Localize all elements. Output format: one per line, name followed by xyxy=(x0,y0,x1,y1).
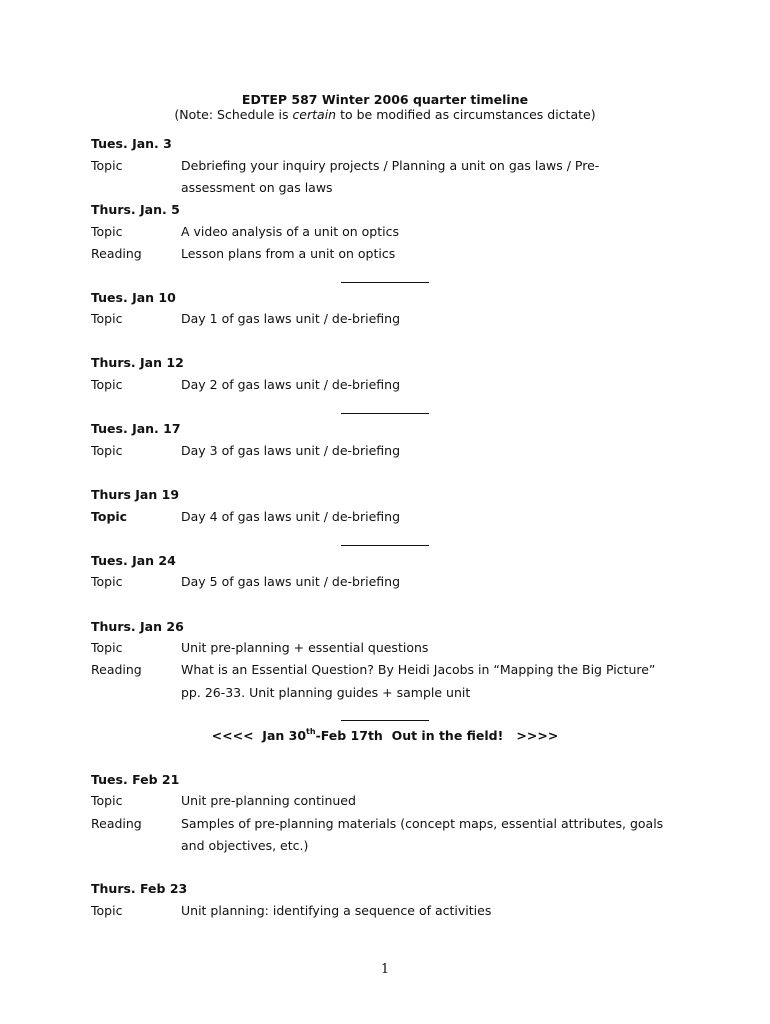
topic-text: Day 2 of gas laws unit / de-briefing xyxy=(181,377,401,392)
reading-label: Reading xyxy=(91,246,142,261)
reading-text-continued: and objectives, etc.) xyxy=(181,838,309,853)
topic-text: Day 1 of gas laws unit / de-briefing xyxy=(181,311,401,326)
reading-text: Samples of pre-planning materials (concept maps, essential attributes, goals xyxy=(181,816,664,831)
topic-text: Debriefing your inquiry projects / Planning a unit on gas laws / Pre- xyxy=(181,158,600,173)
topic-text: Unit pre-planning continued xyxy=(181,793,356,808)
session-date: Tues. Feb 21 xyxy=(91,772,180,787)
topic-label: Topic xyxy=(91,574,123,589)
reading-text: Lesson plans from a unit on optics xyxy=(181,246,396,261)
section-divider xyxy=(341,413,429,414)
topic-label: Topic xyxy=(91,158,123,173)
topic-text: Unit planning: identifying a sequence of activities xyxy=(181,903,492,918)
session-date: Tues. Jan 24 xyxy=(91,553,176,568)
page-number: 1 xyxy=(380,962,390,977)
field-experience-banner xyxy=(0,728,770,744)
topic-label: Topic xyxy=(91,640,123,655)
schedule-note-emphasis: certain xyxy=(292,107,337,122)
topic-text: Unit pre-planning + essential questions xyxy=(181,640,429,655)
topic-label: Topic xyxy=(91,509,128,524)
reading-label: Reading xyxy=(91,662,142,677)
topic-text-continued: assessment on gas laws xyxy=(181,180,333,195)
topic-label: Topic xyxy=(91,793,123,808)
topic-label: Topic xyxy=(91,903,123,918)
session-date: Thurs. Jan 26 xyxy=(91,619,184,634)
session-date: Thurs. Jan. 5 xyxy=(91,202,180,217)
session-date: Thurs Jan 19 xyxy=(91,487,180,502)
topic-text: Day 5 of gas laws unit / de-briefing xyxy=(181,574,401,589)
section-divider xyxy=(341,545,429,546)
session-date: Tues. Jan 10 xyxy=(91,290,176,305)
reading-text-continued: pp. 26-33. Unit planning guides + sample unit xyxy=(181,685,471,700)
banner-text: Out in the field! xyxy=(391,728,504,743)
topic-label: Topic xyxy=(91,443,123,458)
schedule-note-prefix: (Note: Schedule is xyxy=(174,107,293,122)
schedule-note-suffix: to be modified as circumstances dictate) xyxy=(336,107,596,122)
section-divider xyxy=(341,720,429,721)
topic-label: Topic xyxy=(91,311,123,326)
banner-date-superscript: th xyxy=(306,726,316,736)
topic-text: Day 3 of gas laws unit / de-briefing xyxy=(181,443,401,458)
session-date: Tues. Jan. 3 xyxy=(91,136,172,151)
topic-text: Day 4 of gas laws unit / de-briefing xyxy=(181,509,401,524)
schedule-note xyxy=(0,107,770,123)
topic-label: Topic xyxy=(91,377,123,392)
topic-text: A video analysis of a unit on optics xyxy=(181,224,399,239)
session-date: Thurs. Feb 23 xyxy=(91,881,188,896)
document-title: EDTEP 587 Winter 2006 quarter timeline xyxy=(241,92,529,107)
banner-date-start: Jan 30 xyxy=(262,728,307,743)
reading-label: Reading xyxy=(91,816,142,831)
banner-date-end: -Feb 17th xyxy=(315,728,383,743)
reading-text: What is an Essential Question? By Heidi Jacobs in “Mapping the Big Picture” xyxy=(181,662,656,677)
session-date: Tues. Jan. 17 xyxy=(91,421,181,436)
session-date: Thurs. Jan 12 xyxy=(91,355,184,370)
banner-left-arrows: <<<< xyxy=(211,728,254,743)
banner-right-arrows: >>>> xyxy=(516,728,559,743)
section-divider xyxy=(341,282,429,283)
topic-label: Topic xyxy=(91,224,123,239)
